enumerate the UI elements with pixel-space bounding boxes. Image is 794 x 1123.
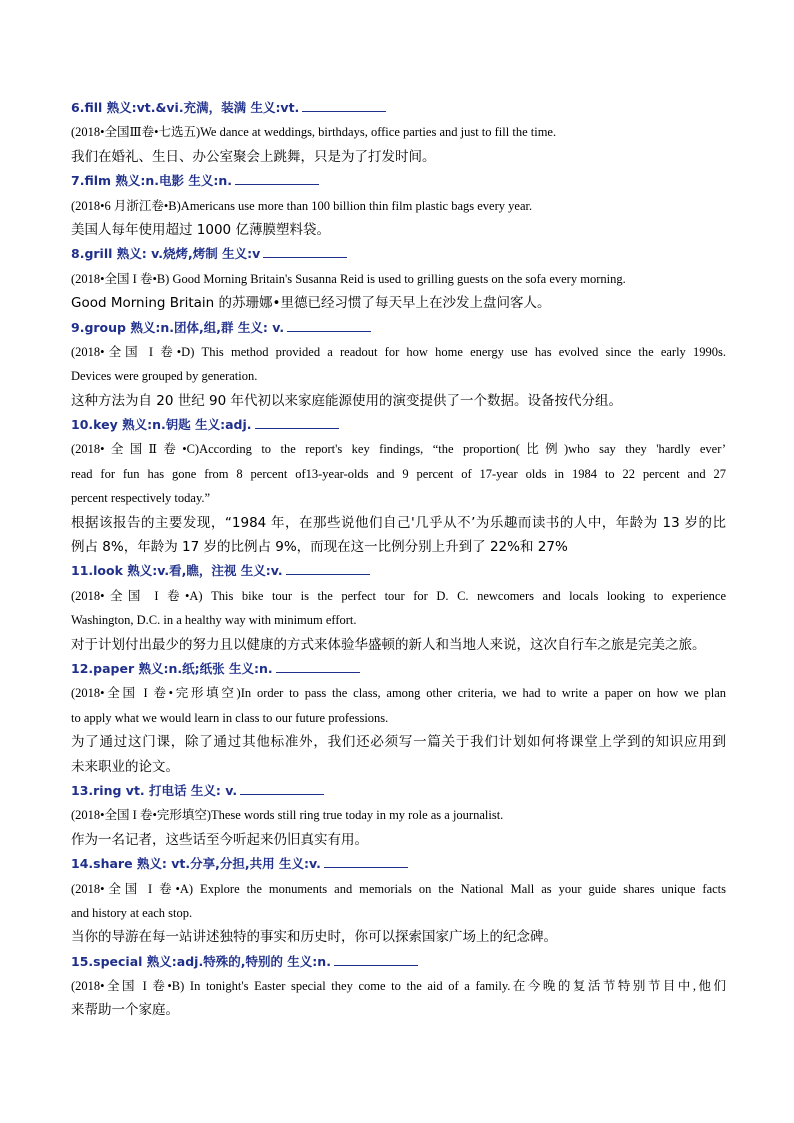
translation: 我们在婚礼、生日、办公室聚会上跳舞，只是为了打发时间。 xyxy=(71,148,436,165)
answer-blank xyxy=(235,172,319,185)
entry-heading: 12.paper 熟义:n.纸;纸张 生义:n. xyxy=(71,657,726,681)
entry-heading: 14.share 熟义: vt.分享,分担,共用 生义:v. xyxy=(71,852,726,876)
document-body xyxy=(71,96,726,1023)
example-sentence: and history at each stop. xyxy=(71,905,193,920)
entry-heading: 13.ring vt. 打电话 生义: v. xyxy=(71,779,726,803)
translation: 例占 8%，年龄为 17 岁的比例占 9%，而现在这一比例分别上升到了 22%和 27% xyxy=(71,539,568,556)
example-sentence: (2018•全国 I 卷•D) This method provided a readout for how home energy use has evolved since the early 1990s. xyxy=(71,344,726,359)
answer-blank xyxy=(324,855,408,868)
example-sentence: percent respectively today.” xyxy=(71,491,211,506)
translation: 对于计划付出最少的努力且以健康的方式来体验华盛顿的新人和当地人来说，这次自行车之旅是完美之旅。 xyxy=(71,636,706,653)
answer-blank xyxy=(302,99,386,112)
answer-blank xyxy=(334,953,418,966)
translation: 美国人每年使用超过 1000 亿薄膜塑料袋。 xyxy=(71,221,330,238)
example-sentence: (2018•6 月浙江卷•B)Americans use more than 100 billion thin film plastic bags every year. xyxy=(71,198,533,213)
answer-blank xyxy=(255,416,339,429)
example-sentence: (2018•全国 I 卷•完形填空)These words still ring true today in my role as a journalist. xyxy=(71,808,504,823)
translation: 未来职业的论文。 xyxy=(71,758,179,775)
example-sentence: (2018•全国 I 卷•B) In tonight's Easter special they come to the aid of a family.在今晚的复活节特别节目中,他们 xyxy=(71,979,726,994)
entry-heading: 7.film 熟义:n.电影 生义:n. xyxy=(71,169,726,193)
translation: Good Morning Britain 的苏珊娜•里德已经习惯了每天早上在沙发上盘问客人。 xyxy=(71,295,551,312)
entry-heading: 11.look 熟义:v.看,瞧，注视 生义:v. xyxy=(71,559,726,583)
example-sentence: (2018•全国 I 卷•B) Good Morning Britain's Susanna Reid is used to grilling guests on the sofa every morning. xyxy=(71,271,626,286)
translation: 为了通过这门课，除了通过其他标准外，我们还必须写一篇关于我们计划如何将课堂上学到的知识应用到 xyxy=(71,734,726,751)
example-sentence: Washington, D.C. in a healthy way with minimum effort. xyxy=(71,613,357,628)
translation: 根据该报告的主要发现，“1984 年，在那些说他们自己'几乎从不’为乐趣而读书的人中，年龄为 13 岁的比 xyxy=(71,514,726,531)
answer-blank xyxy=(276,660,360,673)
entry-heading: 9.group 熟义:n.团体,组,群 生义: v. xyxy=(71,316,726,340)
entry-heading: 10.key 熟义:n.钥匙 生义:adj. xyxy=(71,413,726,437)
example-sentence: (2018•全国 I 卷•A) Explore the monuments and memorials on the National Mall as your guide shares unique facts xyxy=(71,881,726,896)
example-sentence: read for fun has gone from 8 percent of13-year-olds and 9 percent of 17-year olds in 1984 to 22 percent and 27 xyxy=(71,466,726,481)
answer-blank xyxy=(263,245,347,258)
entry-heading: 15.special 熟义:adj.特殊的,特别的 生义:n. xyxy=(71,950,726,974)
translation: 这种方法为自 20 世纪 90 年代初以来家庭能源使用的演变提供了一个数据。设备按代分组。 xyxy=(71,392,623,409)
example-sentence: Devices were grouped by generation. xyxy=(71,369,258,384)
example-sentence: (2018•全国Ⅲ卷•七选五)We dance at weddings, birthdays, office parties and just to fill the time. xyxy=(71,125,557,140)
entry-heading: 6.fill 熟义:vt.&vi.充满，装满 生义:vt. xyxy=(71,96,726,120)
entry-heading: 8.grill 熟义: v.烧烤,烤制 生义:v xyxy=(71,242,726,266)
answer-blank xyxy=(286,562,370,575)
example-sentence: (2018•全国 I 卷•A) This bike tour is the perfect tour for D. C. newcomers and locals looking to experience xyxy=(71,588,726,603)
example-sentence: (2018•全国Ⅱ卷•C)According to the report's key findings, “the proportion(比例)who say they 'hardly ever’ xyxy=(71,442,726,457)
example-sentence: (2018•全国 I 卷•完形填空)In order to pass the class, among other criteria, we had to write a paper on how we plan xyxy=(71,686,726,701)
example-sentence: to apply what we would learn in class to our future professions. xyxy=(71,710,389,725)
translation: 来帮助一个家庭。 xyxy=(71,1002,179,1019)
translation: 当你的导游在每一站讲述独特的事实和历史时，你可以探索国家广场上的纪念碑。 xyxy=(71,929,557,946)
answer-blank xyxy=(287,319,371,332)
answer-blank xyxy=(240,782,324,795)
translation: 作为一名记者，这些话至今听起来仍旧真实有用。 xyxy=(71,831,368,848)
